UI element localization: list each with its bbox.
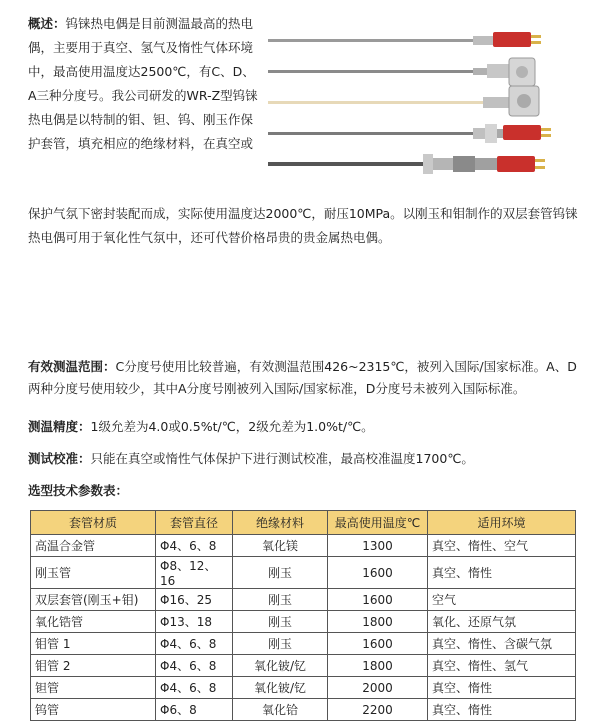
table-cell: 氧化铍/钇: [233, 677, 328, 699]
table-cell: 氧化锆管: [31, 611, 156, 633]
table-row: [31, 633, 576, 655]
table-cell: 真空、惰性: [428, 699, 576, 721]
intro-paragraph: [28, 12, 258, 156]
table-cell: 真空、惰性: [428, 677, 576, 699]
table-row: [31, 611, 576, 633]
table-row: [31, 655, 576, 677]
table-cell: 1600: [328, 589, 428, 611]
table-cell: 钨管: [31, 699, 156, 721]
table-cell: 刚玉: [233, 633, 328, 655]
table-cell: 刚玉: [233, 589, 328, 611]
range-label: 有效测温范围：: [28, 359, 116, 374]
table-cell: Φ4、6、8: [156, 655, 233, 677]
accuracy-paragraph: [28, 416, 588, 438]
probe-1: [268, 32, 541, 47]
thermocouple-products-icon: [268, 20, 588, 195]
table-cell: 高温合金管: [31, 535, 156, 557]
specs-table: [30, 510, 576, 721]
table-header-cell: 套管直径: [156, 511, 233, 535]
table-cell: Φ4、6、8: [156, 633, 233, 655]
table-cell: 真空、惰性、空气: [428, 535, 576, 557]
table-cell: 钼管 1: [31, 633, 156, 655]
probe-3: [268, 86, 539, 116]
table-cell: 真空、惰性: [428, 557, 576, 589]
calibration-label: 测试校准：: [28, 451, 91, 466]
thermocouple-products-svg: [268, 20, 588, 195]
intro-text: 钨铼热电偶是目前测温最高的热电偶，主要用于真空、氢气及惰性气体环境中，最高使用温度达2500℃，有C、D、A三种分度号。我公司研发的WR-Z型钨铼热电偶是以特制的钼、钽、钨、刚玉作保护套管，填充相应的绝缘材料，在真空或: [28, 16, 258, 151]
table-cell: 1800: [328, 611, 428, 633]
table-cell: 1600: [328, 557, 428, 589]
range-text: C分度号使用比较普遍，有效测温范围426~2315℃，被列入国际/国家标准。A、D两种分度号使用较少，其中A分度号刚被列入国际/国家标准，D分度号未被列入国际标准。: [28, 359, 577, 396]
table-cell: Φ6、8: [156, 699, 233, 721]
range-paragraph: [28, 356, 588, 400]
table-cell: 氧化、还原气氛: [428, 611, 576, 633]
intro-label: 概述：: [28, 16, 66, 31]
table-cell: Φ8、12、16: [156, 557, 233, 589]
table-header-cell: 绝缘材料: [233, 511, 328, 535]
table-header-row: [31, 511, 576, 535]
table-cell: 1300: [328, 535, 428, 557]
table-cell: 氧化铍/钇: [233, 655, 328, 677]
table-cell: 真空、惰性、含碳气氛: [428, 633, 576, 655]
probe-4: [268, 124, 551, 143]
table-cell: 双层套管(刚玉+钼): [31, 589, 156, 611]
table-cell: 氧化镁: [233, 535, 328, 557]
table-row: [31, 699, 576, 721]
table-cell: 1800: [328, 655, 428, 677]
table-cell: 2000: [328, 677, 428, 699]
table-row: [31, 535, 576, 557]
table-cell: 2200: [328, 699, 428, 721]
table-cell: 刚玉管: [31, 557, 156, 589]
table-row: [31, 557, 576, 589]
table-cell: 刚玉: [233, 611, 328, 633]
accuracy-label: 测温精度：: [28, 419, 91, 434]
probe-5: [268, 154, 545, 174]
intro-continuation: 保护气氛下密封装配而成，实际使用温度达2000℃，耐压10MPa。以刚玉和钼制作的双层套管钨铼热电偶可用于氧化性气氛中，还可代替价格昂贵的贵金属热电偶。: [28, 206, 578, 245]
table-cell: 1600: [328, 633, 428, 655]
table-header-cell: 最高使用温度℃: [328, 511, 428, 535]
accuracy-text: 1级允差为4.0或0.5%t/℃，2级允差为1.0%t/℃。: [90, 419, 374, 434]
table-cell: 钽管: [31, 677, 156, 699]
selection-label: 选型技术参数表：: [28, 483, 129, 498]
table-cell: Φ16、25: [156, 589, 233, 611]
table-cell: Φ4、6、8: [156, 677, 233, 699]
table-cell: 真空、惰性、氢气: [428, 655, 576, 677]
table-cell: 钼管 2: [31, 655, 156, 677]
table-cell: 空气: [428, 589, 576, 611]
calibration-text: 只能在真空或惰性气体保护下进行测试校准，最高校准温度1700℃。: [90, 451, 474, 466]
table-header-cell: 套管材质: [31, 511, 156, 535]
table-cell: 氧化铪: [233, 699, 328, 721]
table-cell: Φ4、6、8: [156, 535, 233, 557]
table-header-cell: 适用环境: [428, 511, 576, 535]
table-row: [31, 589, 576, 611]
selection-heading: [28, 480, 588, 502]
table-row: [31, 677, 576, 699]
calibration-paragraph: [28, 448, 588, 470]
table-cell: Φ13、18: [156, 611, 233, 633]
probe-2: [268, 58, 535, 86]
table-cell: 刚玉: [233, 557, 328, 589]
